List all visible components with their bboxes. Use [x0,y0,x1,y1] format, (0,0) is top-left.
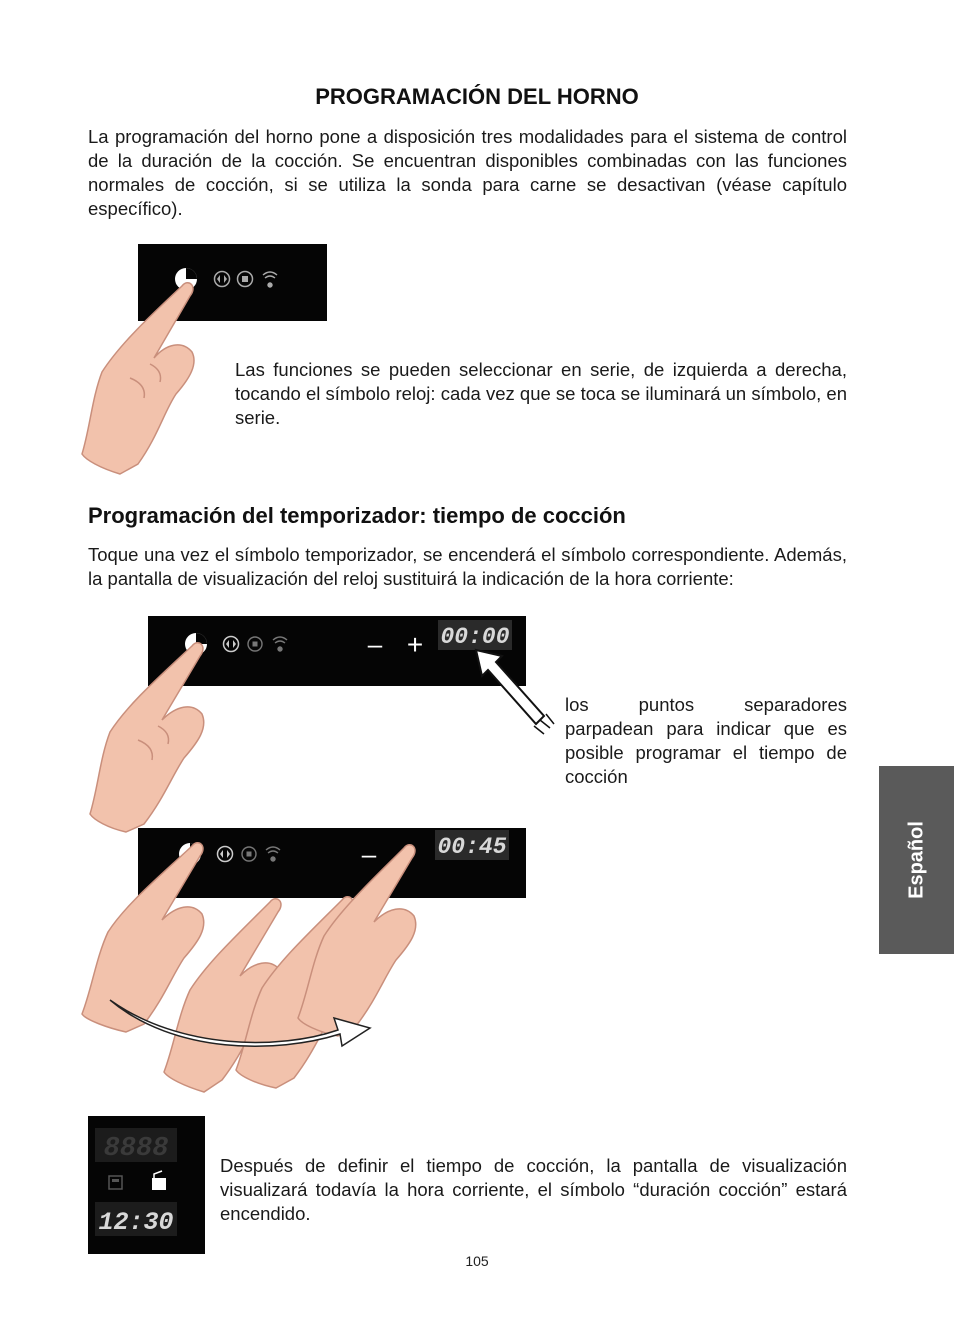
cooking-duration-icon [109,1176,122,1189]
language-tab-label: Español [905,821,927,899]
language-tab [879,766,954,954]
hand-illustration-2 [88,634,216,834]
end-time-icon [152,1171,166,1190]
page-title: PROGRAMACIÓN DEL HORNO [315,84,639,109]
page-number: 105 [465,1253,489,1269]
display-top-segments: 8888 [103,1134,169,1164]
timer-paragraph: Toque una vez el símbolo temporizador, se encenderá el símbolo correspondiente. Además, la pantalla de visualización del reloj sustituirá la indicación de la hora corriente: [88,544,847,589]
hand-illustration-1 [80,268,210,478]
time-display: 00:45 [437,834,507,860]
dots-paragraph: los puntos separadores parpadean para indicar que es posible programar el tiempo de cocción [565,694,847,787]
display-time: 12:30 [98,1208,174,1237]
minus-button[interactable]: – [361,839,377,869]
stop-icon [238,272,253,287]
stop-icon [248,637,262,651]
probe-icon [273,637,287,651]
after-paragraph: Después de definir el tiempo de cocción, la pantalla de visualización visualizará todavía la hora corriente, el símbolo “duración cocción” estará encendido. [220,1155,847,1224]
hands-swipe-illustration [80,840,430,1100]
section-heading: Programación del temporizador: tiempo de cocción [88,503,626,528]
intro-paragraph: La programación del horno pone a disposición tres modalidades para el sistema de control de la duración de la cocción. Se encuentran disponibles combinadas con las funciones normales de cocción, si se utiliza la sonda para carne se desactivan (véase capítulo específico). [88,126,847,219]
arrow-to-display [474,648,558,736]
timer-icon [215,272,230,287]
minus-button[interactable]: – [367,629,383,659]
clock-display-panel [88,1116,205,1254]
time-display: 00:00 [440,624,510,650]
timer-icon [224,637,239,652]
plus-button[interactable]: + [406,629,424,660]
probe-icon [263,272,277,287]
functions-paragraph: Las funciones se pueden seleccionar en serie, de izquierda a derecha, tocando el símbolo reloj: cada vez que se toca se iluminará un símbolo, en serie. [235,359,847,428]
